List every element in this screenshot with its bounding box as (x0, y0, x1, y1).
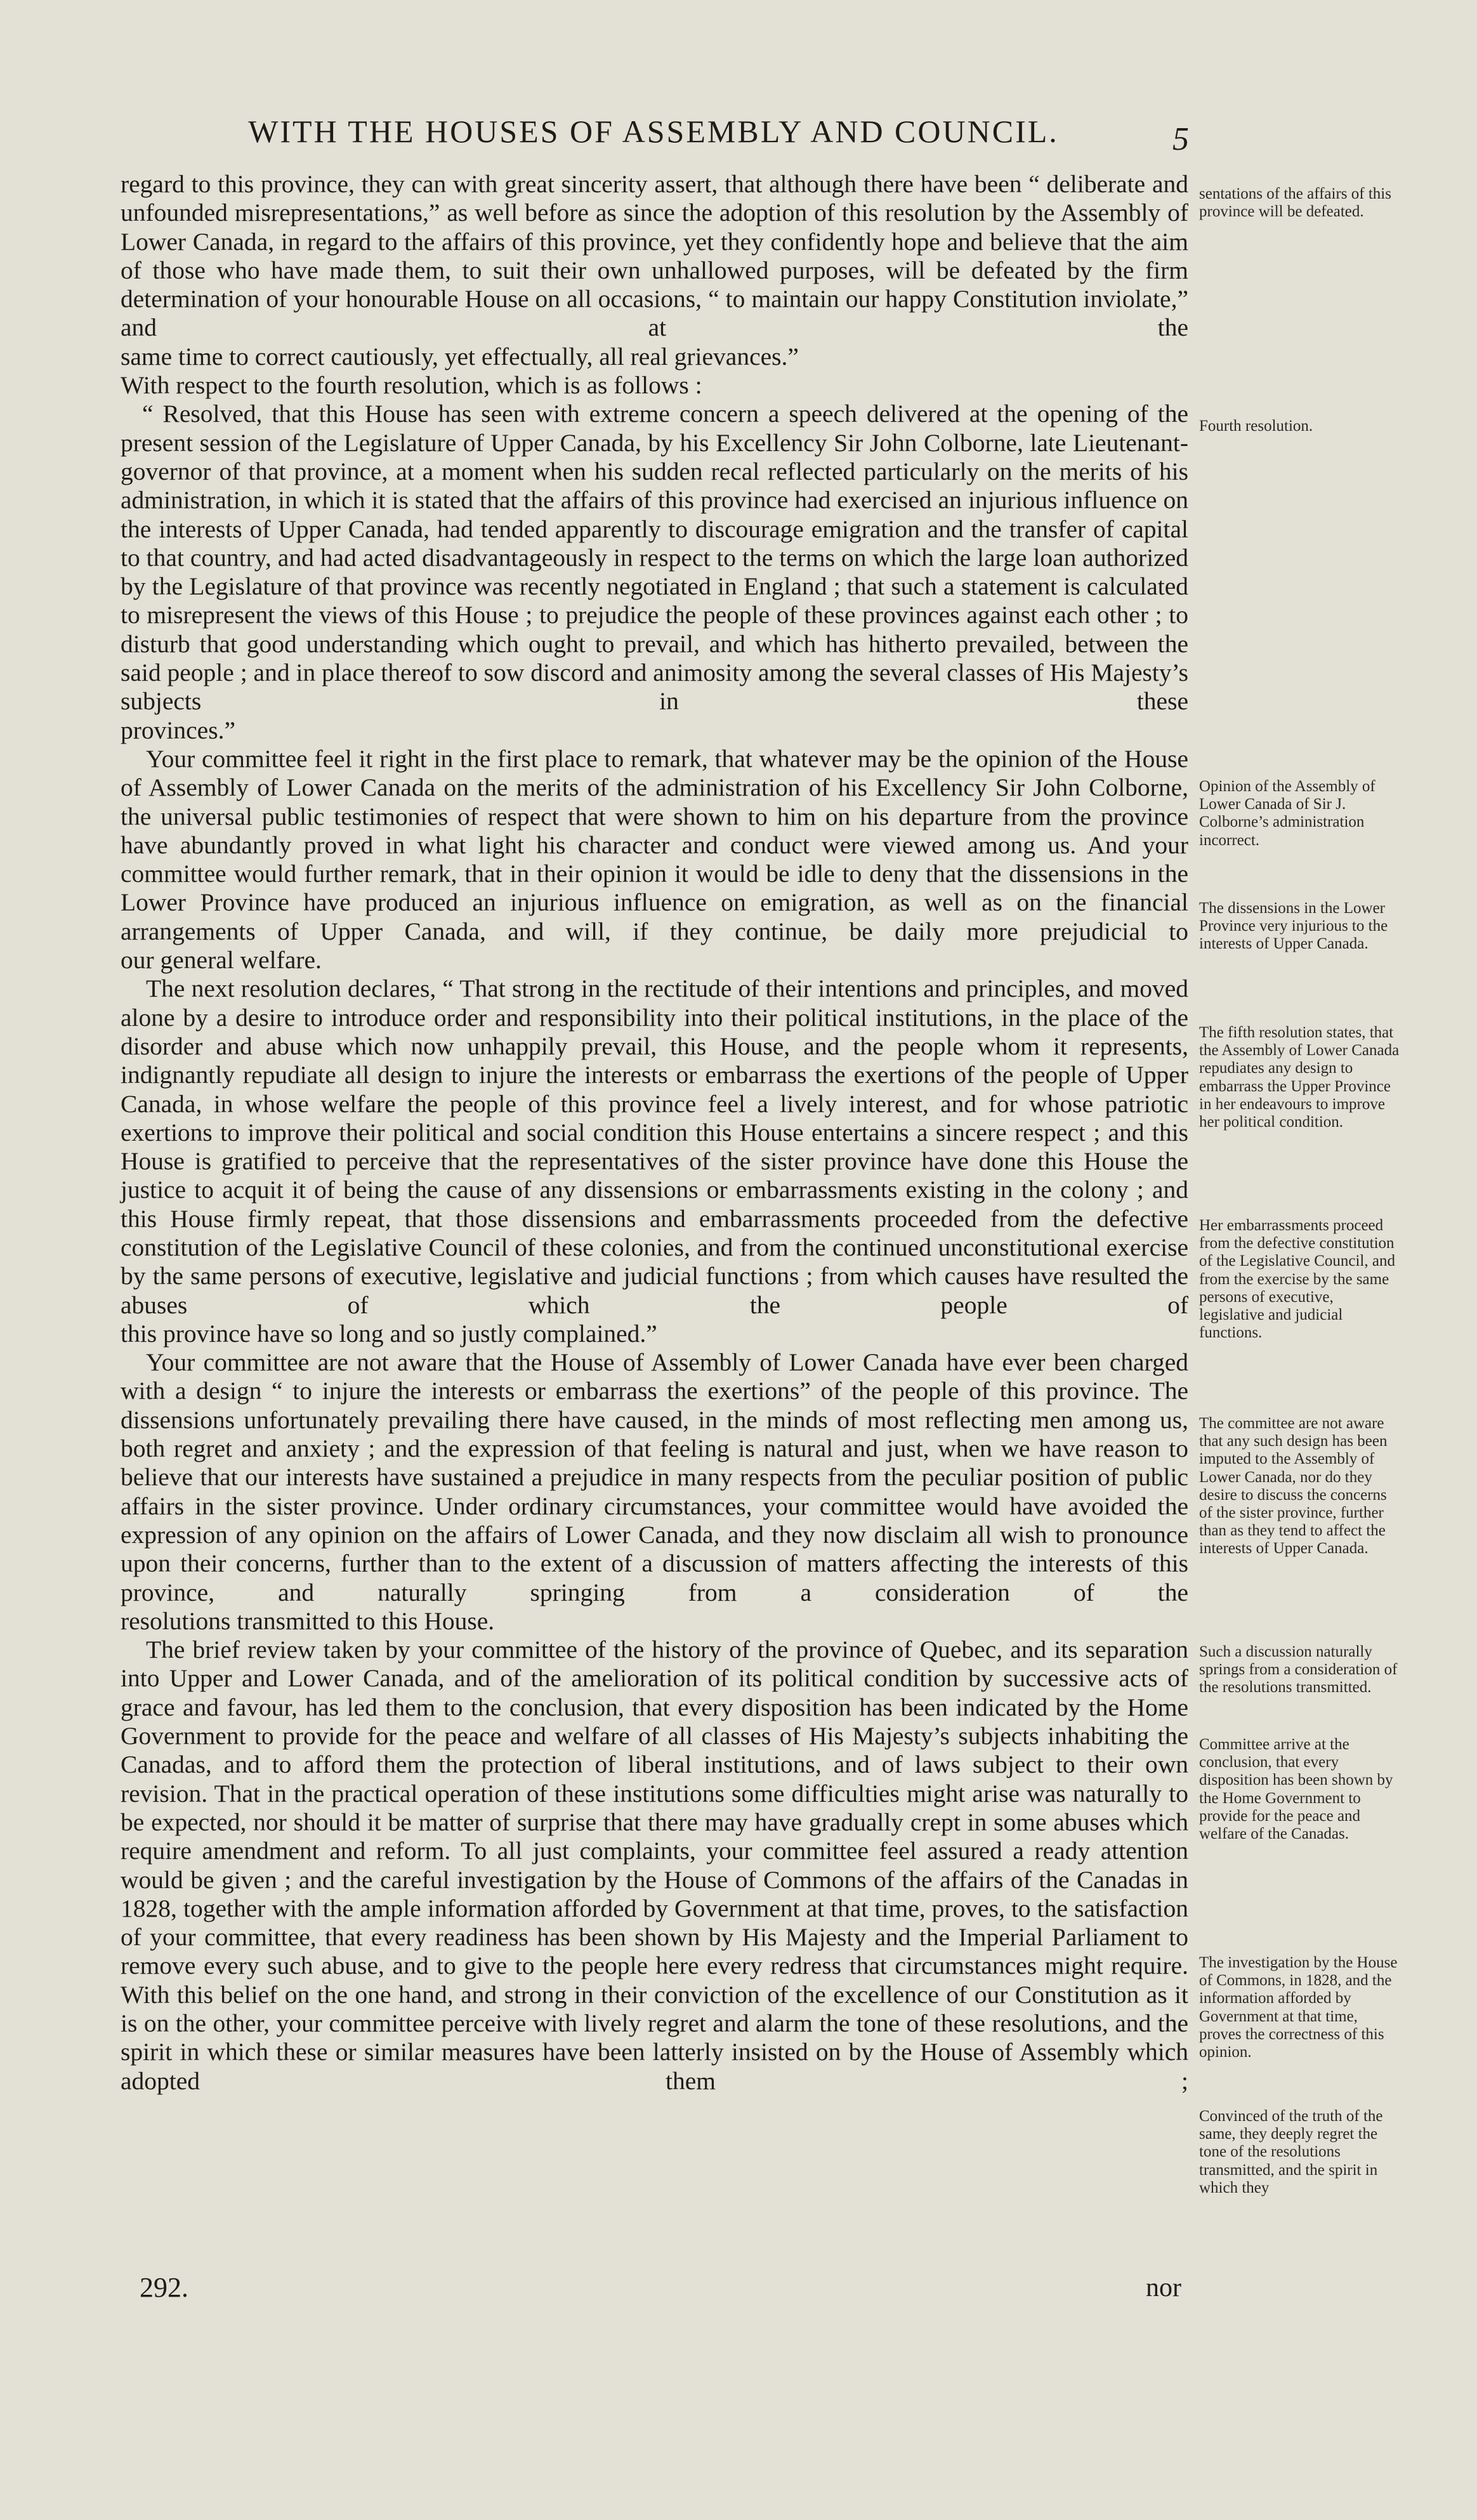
quoted-resolution: “ Resolved, that this House has seen with extreme concern a speech delivered at the opening of the present session of the Legislature of Upper Canada, by his Excellency Sir John Colborne, late Lieutenant-governor of that province, at a moment when his sudden recal reflected particularly on the merits of his administration, in which it is stated that the affairs of this province had exercised an injurious influence on the interests of Upper Canada, had tended apparently to discourage emigration and the transfer of capital to that country, and had acted disadvantageously in respect to the terms on which the large loan authorized by the Legislature of that province was recently negotiated in England ; that such a statement is calculated to misrepresent the views of this House ; to prejudice the people of these provinces against each other ; to disturb that good understanding which ought to prevail, and which has hitherto prevailed, between the said people ; and in place thereof to sow discord and animosity among the several classes of His Majesty’s subjects in these provinces.” (121, 400, 1188, 744)
body-text (121, 170, 1188, 2096)
running-head: WITH THE HOUSES OF ASSEMBLY AND COUNCIL. (248, 114, 1059, 149)
paragraph: The next resolution declares, “ That strong in the rectitude of their intentions and principles, and moved alone by a desire to introduce order and responsibility into their political institutions, in the place of the disorder and abuse which now unhappily prevail, this House, and the people whom it represents, indignantly repudiate all design to injure the interests or embarrass the exertions of the people of Upper Canada, in whose welfare the people of this province feel a lively interest, and for whose patriotic exertions to improve their political and social condition this House entertains a sincere respect ; and this House is gratified to perceive that the representatives of the sister province have done this House the justice to acquit it of being the cause of any dissensions or embarrassments existing in the colony ; and this House firmly repeat, that those dissensions and embarrassments proceeded from the defective constitution of the Legislative Council of these colonies, and from the continued unconstitutional exercise by the same persons of executive, legislative and judicial functions ; from which causes have resulted the abuses of which the people of this province have so long and so justly complained.” (121, 975, 1188, 1348)
side-note: The fifth resolution states, that the Assembly of Lower Canada repudiates any design to embarrass the Upper Province in her endeavours to improve her political condition. (1199, 1024, 1400, 1131)
paragraph: With respect to the fourth resolution, which is as follows : (121, 371, 702, 400)
side-note: Fourth resolution. (1199, 417, 1313, 435)
side-note: Committee arrive at the conclusion, that every disposition has been shown by the Home Government to provide for the peace and welfare of the Canadas. (1199, 1736, 1393, 1843)
side-note: Opinion of the Assembly of Lower Canada of Sir J. Colborne’s administration incorrect. (1199, 778, 1375, 849)
signature-mark: 292. (140, 2272, 188, 2303)
side-note: The committee are not aware that any such design has been imputed to the Assembly of Lower Canada, nor do they desire to discuss the concerns of the sister province, further than as they tend to affect the interests of Upper Canada. (1199, 1415, 1388, 1558)
side-note: Convinced of the truth of the same, they deeply regret the tone of the resolutions transmitted, and the spirit in which they (1199, 2108, 1383, 2196)
side-note: The dissensions in the Lower Province very injurious to the interests of Upper Canada. (1199, 900, 1388, 953)
page-number: 5 (1172, 121, 1189, 157)
side-note: Her embarrassments proceed from the defective constitution of the Legislative Council, and from the exercise by the same persons of executive, legislative and judicial functions. (1199, 1217, 1395, 1342)
paragraph: regard to this province, they can with great sincerity assert, that although there have been “ deliberate and unfounded misrepresentations,” as well before as since the adoption of this resolution by the Assembly of Lower Canada, in regard to the affairs of this province, yet they confidently hope and believe that the aim of those who have made them, to suit their own unhallowed purposes, will be defeated by the firm determination of your honourable House on all occasions, “ to maintain our happy Constitution inviolate,” and at the same time to correct cautiously, yet effectually, all real grievances.” (121, 170, 1188, 371)
catchword: nor (1146, 2273, 1181, 2302)
paragraph: The brief review taken by your committee of the history of the province of Quebec, and its separation into Upper and Lower Canada, and of the amelioration of its political condition by successive acts of grace and favour, has led them to the conclusion, that every disposition has been indicated by the Home Government to provide for the peace and welfare of all classes of His Majesty’s subjects inhabiting the Canadas, and to afford them the protection of liberal institutions, and of laws subject to their own revision. That in the practical operation of these institutions some difficulties might arise was naturally to be expected, nor should it be matter of surprise that there may have gradually crept in some abuses which require amendment and reform. To all just complaints, your committee feel assured a ready attention would be given ; and the careful investigation by the House of Commons of the affairs of the Canadas in 1828, together with the ample information afforded by Government at that time, proves, to the satisfaction of your committee, that every readiness has been shown by His Majesty and the Imperial Parliament to remove every such abuse, and to give to the people here every redress that circumstances might require. With this belief on the one hand, and strong in their conviction of the excellence of our Constitution as it is on the other, your committee perceive with lively regret and alarm the tone of these resolutions, and the spirit in which these or similar measures have been latterly insisted on by the House of Assembly which adopted them ; (121, 1636, 1188, 2095)
side-note: sentations of the affairs of this province will be defeated. (1199, 185, 1391, 221)
paragraph: Your committee are not aware that the House of Assembly of Lower Canada have ever been charged with a design “ to injure the interests or embarrass the exertions” of the people of this province. The dissensions unfortunately prevailing there have caused, in the minds of most reflecting men among us, both regret and anxiety ; and the expression of that feeling is natural and just, when we have reason to believe that our interests have sustained a prejudice in many respects from the peculiar position of public affairs in the sister province. Under ordinary circumstances, your committee would have avoided the expression of any opinion on the affairs of Lower Canada, and they now disclaim all wish to pronounce upon their concerns, further than to the extent of a discussion of matters affecting the interests of this province, and naturally springing from a consideration of the resolutions transmitted to this House. (121, 1348, 1188, 1635)
paragraph: Your committee feel it right in the first place to remark, that whatever may be the opinion of the House of Assembly of Lower Canada on the merits of the administration of his Excellency Sir John Colborne, the universal public testimonies of respect that were shown to him on his departure from the province have abundantly proved in what light his character and conduct were viewed among us. And your committee would further remark, that in their opinion it would be idle to deny that the dissensions in the Lower Province have produced an injurious influence on emigration, as well as on the financial arrangements of Upper Canada, and will, if they continue, be daily more prejudicial to our general welfare. (121, 744, 1188, 975)
side-note: The investigation by the House of Commons, in 1828, and the information afforded by Government at that time, proves the correctness of this opinion. (1199, 1954, 1398, 2061)
side-note: Such a discussion naturally springs from a consideration of the resolutions transmitted. (1199, 1643, 1398, 1696)
